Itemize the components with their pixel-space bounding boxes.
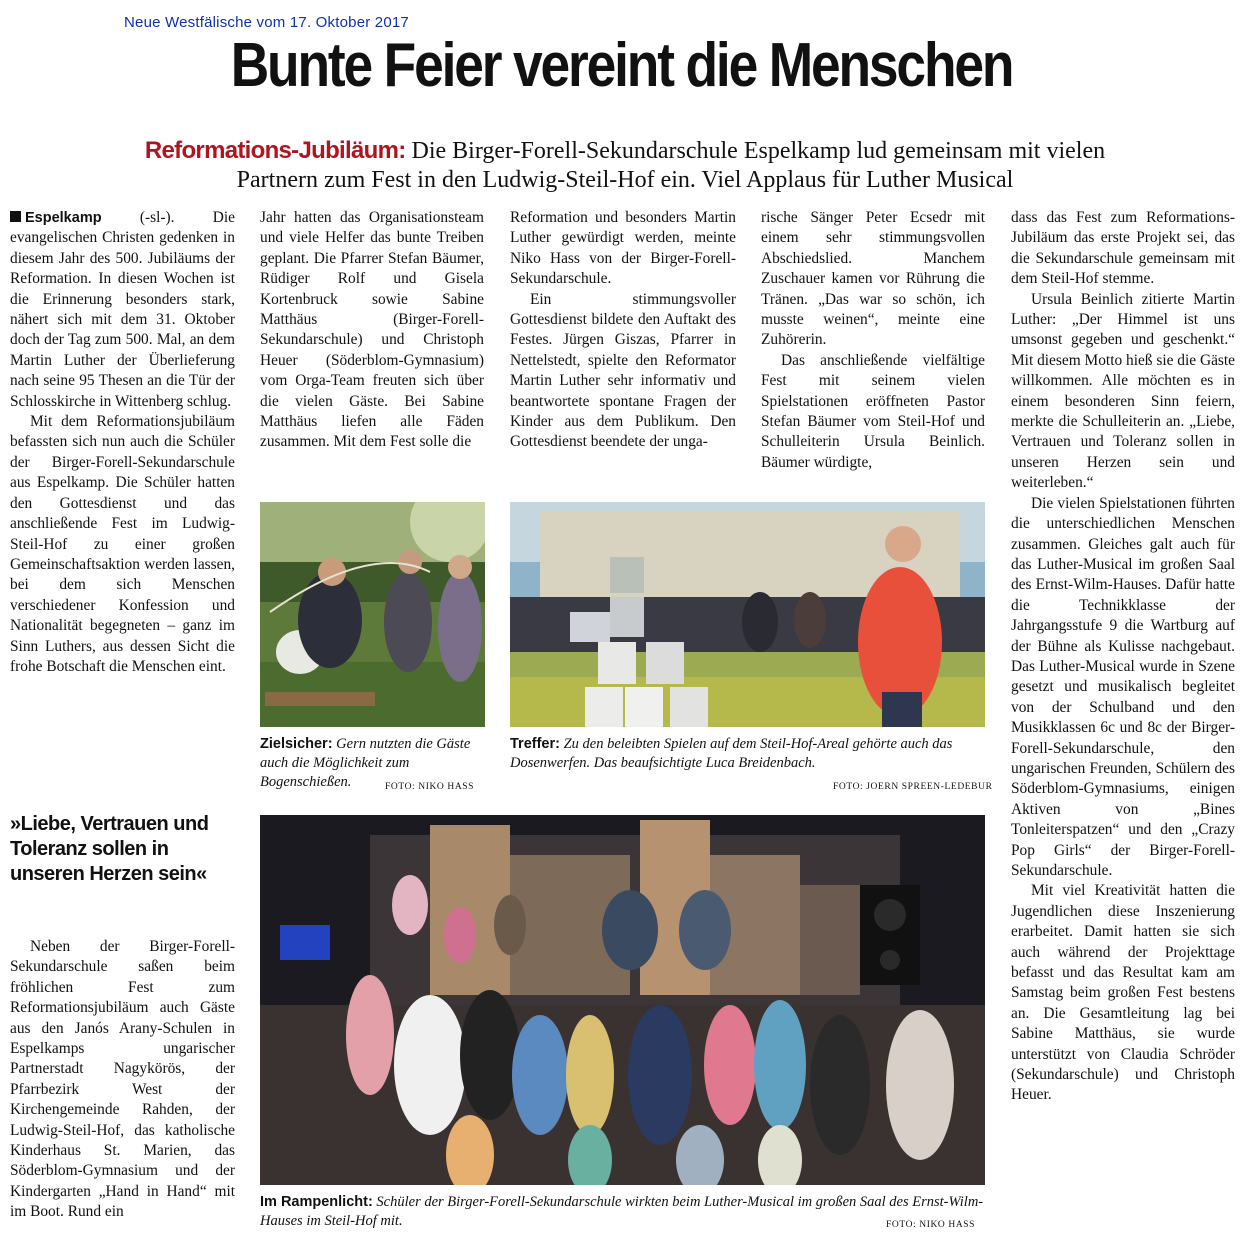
article-column-1 [10, 208, 235, 677]
paragraph: Ein stimmungsvoller Gottesdienst bildete den Auftakt des Festes. Jürgen Giszas, Pfarrer in Nettelstedt, spielte den Reformator Martin Luther sehr informativ und beantwortete spontane Fragen der Kinder aus dem Publikum. Den Gottesdienst beendete der unga- [510, 290, 736, 451]
photo-caption [510, 735, 985, 773]
caption-label: Treffer: [510, 736, 560, 752]
caption-label: Im Rampenlicht: [260, 1194, 373, 1210]
dateline: Espelkamp [25, 210, 102, 226]
paragraph: dass das Fest zum Reformations-Jubiläum das erste Projekt sei, das die Sekundarschule gemeinsam mit dem Steil-Hof stemme. [1011, 209, 1235, 288]
paragraph: Jahr hatten das Organisationsteam und viele Helfer das bunte Treiben geplant. Die Pfarrer Stefan Bäumer, Rüdiger Rolf und Gisela Kortenbruck sowie Sabine Matthäus (Birger-Forell-Sekundarschule) und Christoph Heuer (Söderblom-Gymnasium) vom Orga-Team freuten sich über die vielen Gäste. Bei Sabine Matthäus liefen alle Fäden zusammen. Mit dem Fest solle die [260, 209, 484, 451]
photo-archery [260, 502, 485, 727]
article-column-3 [510, 208, 736, 453]
paragraph: Die vielen Spielstationen führten die unterschiedlichen Menschen zusammen. Gleiches galt auch für das Luther-Musical im großen Saal des Ernst-Wilm-Hauses. Dafür hatte die Technikklasse der Jahrgangsstufe 9 die Wartburg auf der Bühne als Kulisse nachgebaut. Das Luther-Musical wurde in Szene gesetzt und musikalisch begleitet von der Schulband und den Musikklassen 6c und 8c der Birger-Forell-Sekundarschule, den ungarischen Freunden, Schülern des Söderblom-Gymnasiums, einigen Aktiven von „Bines Tonleiterspatzen“ und den „Crazy Pop Girls“ der Birger-Forell-Sekundarschule. [1011, 494, 1235, 879]
paragraph: Das anschließende vielfältige Fest mit seinem vielen Spielstationen eröffneten Pastor Stefan Bäumer vom Steil-Hof und Schulleiterin Ursula Beinlich. Bäumer würdigte, [761, 351, 985, 471]
photo-credit: FOTO: NIKO HASS [385, 782, 475, 792]
article-column-4 [761, 208, 985, 473]
subhead-line2: Partnern zum Fest in den Ludwig-Steil-Hof ein. Viel Applaus für Luther Musical [236, 167, 1014, 193]
kicker: Reformations-Jubiläum: [144, 137, 406, 164]
subhead-line1: Die Birger-Forell-Sekundarschule Espelkamp lud gemeinsam mit vielen [405, 138, 1106, 164]
headline: Bunte Feier vereint die Menschen [230, 31, 1013, 100]
article-column-2 [260, 208, 484, 453]
subheadline [40, 136, 1210, 195]
paragraph: Mit viel Kreativität hatten die Jugendlichen diese Inszenierung erarbeitet. Damit hatten sie sich auch während der Projekttage befasst und das Resultat kam am Samstag beim großen Fest bestens an. Die Gesamtleitung lag bei Sabine Matthäus, sie wurde unterstützt von Claudia Schröder (Sekundarschule) und Christoph Heuer. [1011, 882, 1235, 1104]
caption-text: Schüler der Birger-Forell-Sekundarschule wirkten beim Luther-Musical im großen Saal des Ernst-Wilm-Hauses im Steil-Hof mit. [260, 1194, 984, 1229]
paragraph: (-sl-). Die evangelischen Christen gedenken in diesem Jahr des 500. Jubiläums der Reformation. In diesen Wochen ist die Erinnerung besonders stark, nähert sich mit dem 31. Oktober doch der Tag zum 500. Mal, an dem Martin Luther der Überlieferung nach seine 95 Thesen an die Tür der Schlosskirche in Wittenberg schlug. [10, 209, 235, 410]
article-column-1-lower [10, 937, 235, 1223]
photo-stage [260, 815, 985, 1185]
photo-credit: FOTO: JOERN SPREEN-LEDEBUR [833, 782, 993, 792]
source-line: Neue Westfälische vom 17. Oktober 2017 [124, 14, 409, 31]
photo-credit: FOTO: NIKO HASS [886, 1220, 976, 1230]
caption-text: Zu den beleibten Spielen auf dem Steil-Hof-Areal gehörte auch das Dosenwerfen. Das beaufsichtigte Luca Breidenbach. [510, 736, 953, 771]
article-column-5 [1011, 208, 1235, 1106]
paragraph: Mit dem Reformationsjubiläum befassten sich nun auch die Schüler der Birger-Forell-Sekundarschule aus Espelkamp. Die Schüler hatten den Gottesdienst und das anschließende Fest im Ludwig-Steil-Hof zu einer großen Gemeinschaftsaktion werden lassen, bei dem sich Menschen verschiedener Konfession und Nationalität begegneten – ganz im Sinn Luthers, aus dessen Sicht die frohe Botschaft die Menschen eint. [10, 413, 235, 675]
paragraph: rische Sänger Peter Ecsedr mit einem sehr stimmungsvollen Abschiedslied. Manchem Zuschauer kamen vor Rührung die Tränen. „Das war so schön, ich musste weinen“, meinte eine Zuhörerin. [761, 209, 985, 349]
photo-can-throwing [510, 502, 985, 727]
paragraph: Neben der Birger-Forell-Sekundarschule saßen beim fröhlichen Fest zum Reformationsjubiläum auch Gäste aus den Janós Arany-Schulen in Espelkamps ungarischer Partnerstadt Nagykörös, der Pfarrbezirk West der Kirchengemeinde Rahden, der Ludwig-Steil-Hof, das katholische Kinderhaus St. Marien, das Söderblom-Gymnasium und der Kindergarten „Hand in Hand“ mit im Boot. Rund ein [10, 938, 235, 1221]
caption-label: Zielsicher: [260, 736, 333, 752]
caption-text: Gern nutzten die Gäste auch die Möglichkeit zum Bogenschießen. [260, 736, 471, 790]
paragraph: Reformation und besonders Martin Luther gewürdigt werden, meinte Niko Hass von der Birger-Forell-Sekundarschule. [510, 209, 736, 288]
dateline-square-icon [10, 211, 21, 222]
paragraph: Ursula Beinlich zitierte Martin Luther: „Der Himmel ist uns umsonst gegeben und geschenkt.“ Mit diesem Motto hieß sie die Gäste willkommen. Alle möchten es in einem besonderen Sinn feiern, merkte die Schulleiterin an. „Liebe, Vertrauen und Toleranz sollen in unseren Herzen sein und weiterleben.“ [1011, 290, 1235, 492]
photo-caption [260, 1193, 985, 1231]
pull-quote: »Liebe, Vertrauen und Toleranz sollen in unseren Herzen sein« [10, 813, 209, 885]
